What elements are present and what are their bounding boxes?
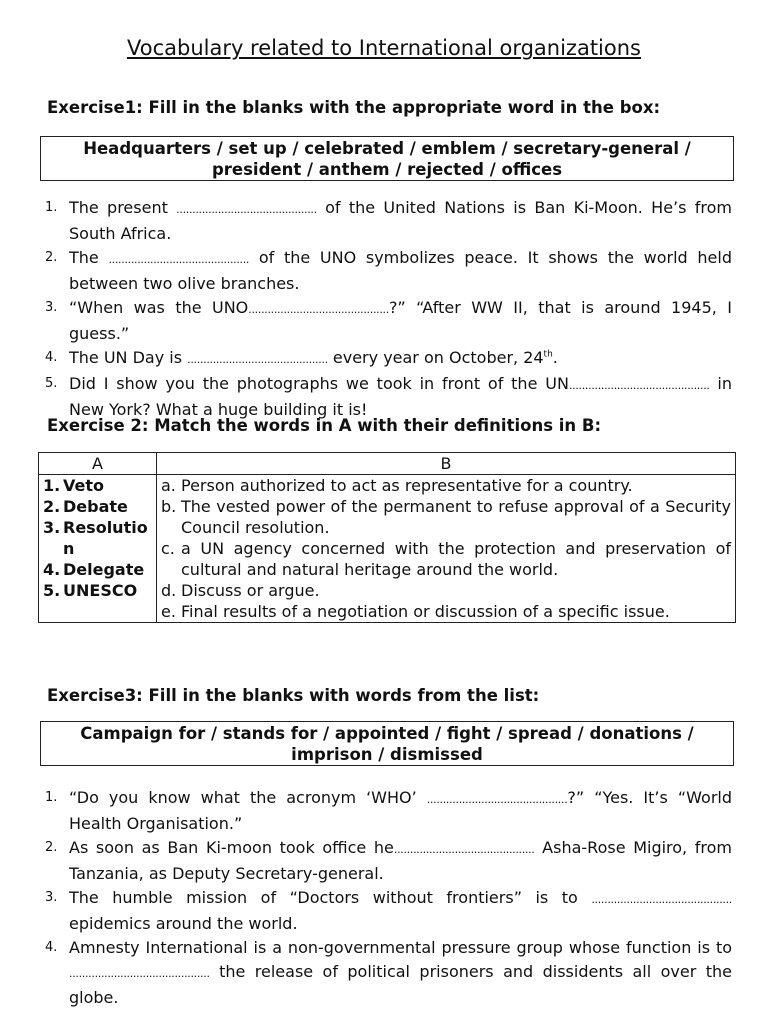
list-item: 2. As soon as Ban Ki-moon took office he............................................ Asha-Rose Migiro, from Tanzania, as Deputy Secretary-general. — [45, 838, 733, 883]
exercise3-list — [40, 786, 732, 1010]
answer-blank[interactable]: ............................................ — [108, 253, 250, 266]
answer-blank[interactable]: ............................................ — [568, 379, 710, 392]
matching-table — [38, 452, 736, 623]
column-a-header: A — [39, 453, 157, 475]
word-box-line: imprison / dismissed — [291, 745, 483, 764]
page-title: Vocabulary related to International organizations — [126, 36, 641, 60]
answer-blank[interactable]: ............................................ — [176, 203, 317, 216]
exercise2-heading: Exercise 2: Match the words in A with their definitions in B: — [47, 416, 602, 435]
word-item: 5. UNESCO — [43, 581, 138, 600]
list-item: 4. The UN Day is ............................................ every year on October, 24th. — [45, 348, 558, 367]
answer-blank[interactable]: ............................................ — [248, 303, 389, 316]
column-b-definitions — [157, 475, 736, 623]
definition-item: d. Discuss or argue. — [161, 581, 320, 600]
list-item: 5. Did I show you the photographs we took in front of the UN............................................ in New York? What a huge building it is! — [45, 374, 733, 419]
exercise3-heading: Exercise3: Fill in the blanks with words from the list: — [47, 686, 540, 705]
exercise1-heading: Exercise1: Fill in the blanks with the appropriate word in the box: — [47, 98, 661, 117]
list-item: 1. “Do you know what the acronym ‘WHO’ ............................................?” “Yes. It’s “World Health Organisation.” — [45, 788, 732, 833]
list-item: 4. Amnesty International is a non-governmental pressure group whose function is to ............................................ the release of political prisoners and dissidents all over the globe. — [45, 938, 732, 1007]
answer-blank[interactable]: ............................................ — [69, 967, 210, 980]
word-item: 4. Delegate — [43, 560, 145, 579]
definition-item: b. The vested power of the permanent to refuse approval of a Security Council resolution. — [161, 497, 731, 537]
answer-blank[interactable]: ............................................ — [591, 893, 732, 906]
definition-item: a. Person authorized to act as representative for a country. — [161, 476, 633, 495]
answer-blank[interactable]: ............................................ — [393, 843, 535, 856]
list-item: 3. “When was the UNO............................................?” “After WW II, that is around 1945, I guess.” — [45, 298, 733, 343]
definition-item: e. Final results of a negotiation or discussion of a specific issue. — [161, 602, 670, 621]
exercise3-word-box — [40, 721, 734, 766]
word-box-line: Headquarters / set up / celebrated / emblem / secretary-general / — [83, 139, 691, 158]
definition-item: c. a UN agency concerned with the protection and preservation of cultural and natural heritage around the world. — [161, 539, 731, 579]
list-item: 1. The present ............................................ of the United Nations is Ban Ki-Moon. He’s from South Africa. — [45, 198, 733, 243]
word-item: 2. Debate — [43, 497, 128, 516]
word-item: 3. Resolution — [43, 518, 148, 558]
answer-blank[interactable]: ............................................ — [426, 793, 568, 806]
answer-blank[interactable]: ............................................ — [187, 353, 328, 366]
list-item: 3. The humble mission of “Doctors without frontiers” is to ............................................ epidemics around the world. — [45, 888, 732, 933]
word-box-line: Campaign for / stands for / appointed / fight / spread / donations / — [80, 724, 694, 743]
list-item: 2. The ............................................ of the UNO symbolizes peace. It shows the world held between two olive branches. — [45, 248, 733, 293]
exercise1-word-box — [40, 136, 734, 181]
column-a-words — [39, 475, 157, 623]
word-box-line: president / anthem / rejected / offices — [211, 160, 563, 179]
column-b-header: B — [157, 453, 736, 475]
word-item: 1. Veto — [43, 476, 104, 495]
exercise1-list — [40, 196, 732, 422]
